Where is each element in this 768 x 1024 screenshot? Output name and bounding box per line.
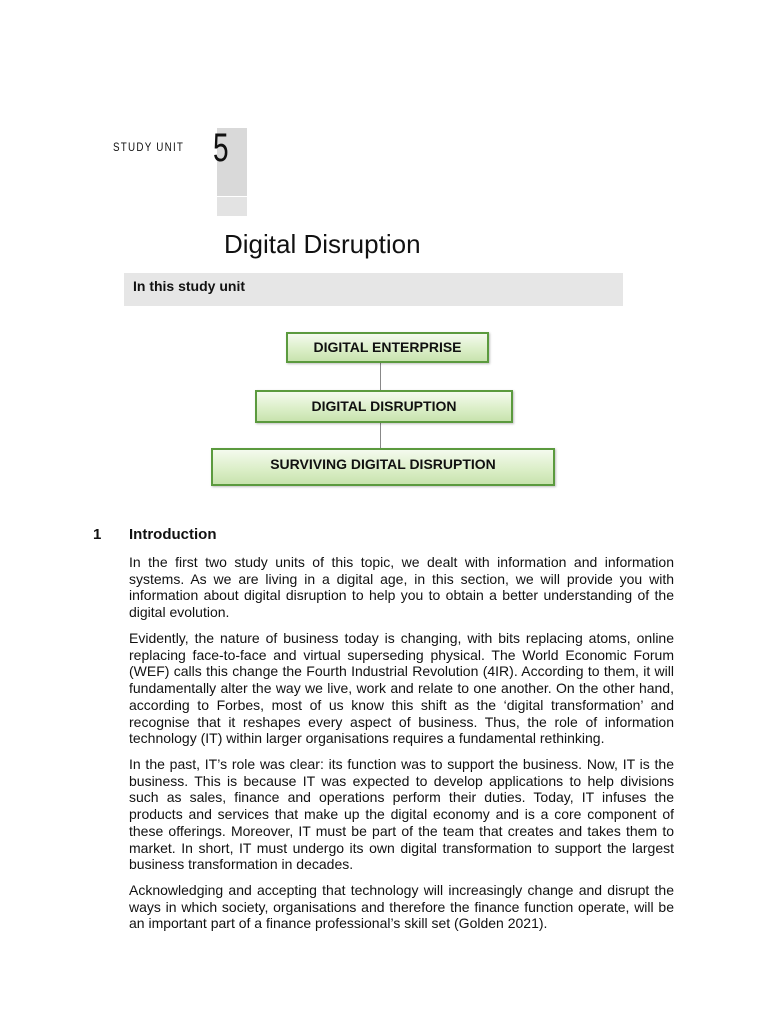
unit-title: Digital Disruption [224,229,421,259]
unit-intro-label: In this study unit [133,278,245,294]
section-number: 1 [93,526,102,543]
diagram-connector-2 [380,423,381,448]
unit-number: 5 [213,126,229,170]
paragraph-2: Evidently, the nature of business today is changing, with bits replacing atoms, online replacing face-to-face and virtual superseding physical. The World Economic Forum (WEF) calls this change the Fourth Industrial Revolution (4IR). According to them, it will fundamentally alter the way we live, work and relate to one another. On the other hand, according to Forbes, most of us know this shift as the ‘digital transformation’ and recognise that it reshapes every aspect of business. Thus, the role of information technology (IT) within larger organisations requires a fundamental rethinking. [129,630,674,747]
paragraph-3: In the past, IT’s role was clear: its function was to support the business. Now, IT is the business. This is because IT was expected to develop applications to help divisions such as sales, finance and operations perform their duties. Today, IT infuses the products and services that make up the digital economy and is a core component of these offerings. Moreover, IT must be part of the team that creates and takes them to market. In short, IT must undergo its own digital transformation to support the largest business transformation in decades. [129,756,674,873]
study-unit-label: STUDY UNIT [113,140,185,154]
diagram-box-digital-enterprise: DIGITAL ENTERPRISE [286,332,489,363]
paragraph-1: In the first two study units of this topic, we dealt with information and information systems. As we are living in a digital age, in this section, we will provide you with information about digital disruption to help you to obtain a better understanding of the digital evolution. [129,554,674,621]
paragraph-4: Acknowledging and accepting that technology will increasingly change and disrupt the ways in which society, organisations and therefore the finance function operate, will be an important part of a finance professional’s skill set (Golden 2021). [129,882,674,932]
diagram-connector-1 [380,363,381,390]
unit-number-block-lower [217,196,247,216]
unit-intro-bar [124,273,623,306]
diagram-box-surviving-digital-disruption: SURVIVING DIGITAL DISRUPTION [211,448,555,486]
diagram-box-digital-disruption: DIGITAL DISRUPTION [255,390,513,423]
section-heading: Introduction [129,526,217,543]
